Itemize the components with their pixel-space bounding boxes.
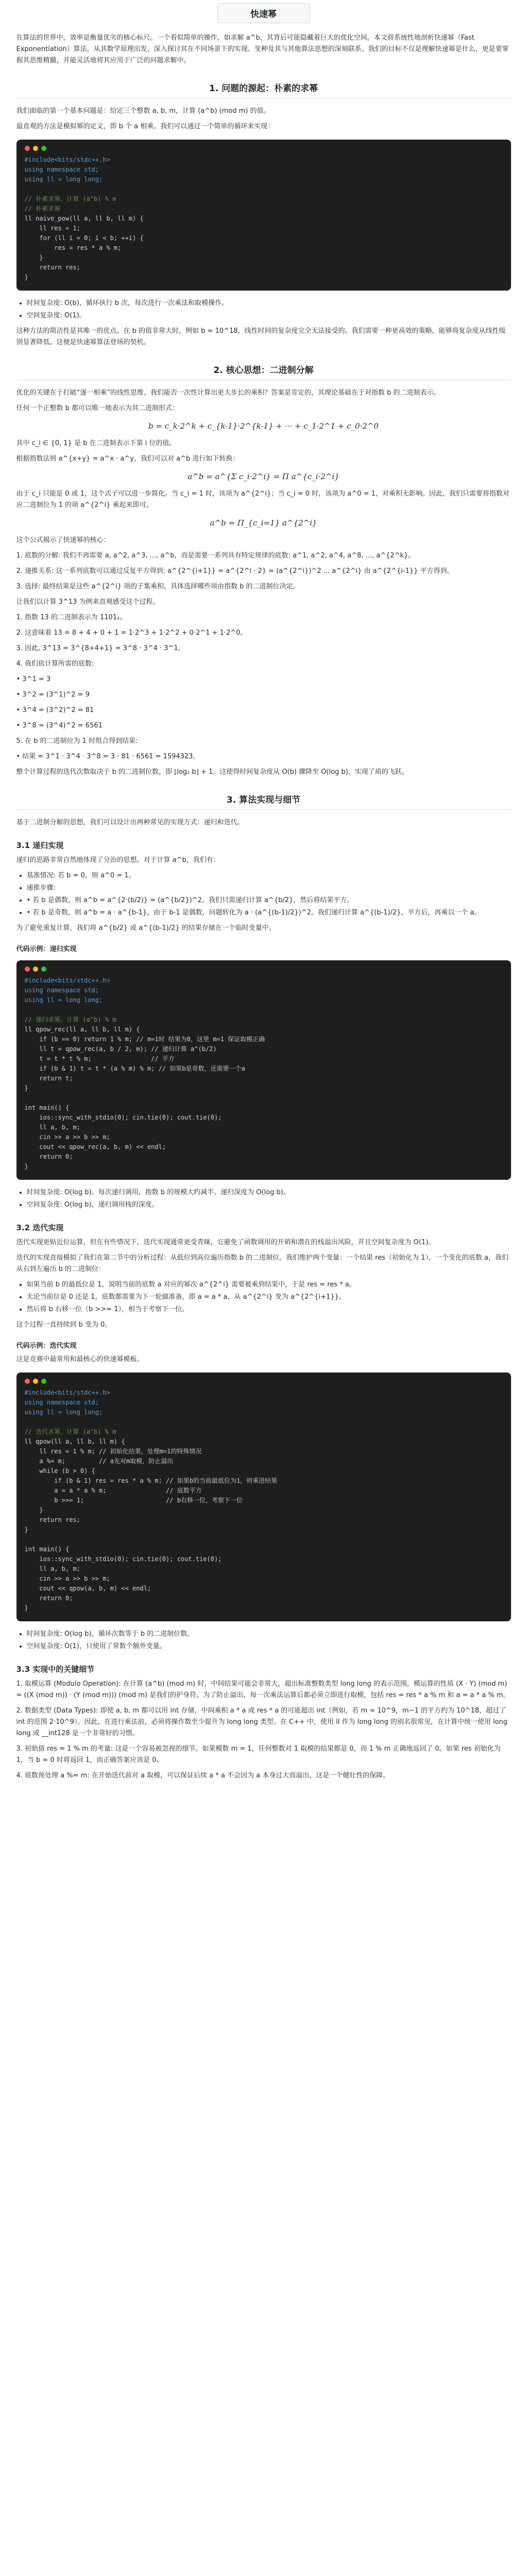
recursive-complexity: • 空间复杂度: O(log b)，递归调用栈的深度。 <box>27 1199 511 1211</box>
code-line: if (b & 1) t = t * (a % m) % m; // 如果b是奇数，还需要一个a <box>24 1065 245 1072</box>
code-line: } <box>24 1604 28 1612</box>
detail-point: 2. 数据类型 (Data Types): 即使 a, b, m 都可以用 int 存储，中间乘积 a * a 或 res * a 的可能超出 int（例如，若 m ≈ 10^9，m−1 的平方约为 10^18，超过了 int 的范围 2·10^9）。因此，在进行乘法前，必须将操作数至少提升为 long long 类型。在 C++ 中，使用 ll 作为 long long 的别名很常见，在计算中统一使用 long long 或 __int128 是一个非常好的习惯。 <box>16 1707 508 1737</box>
subheading-recursive: 3.1 递归实现 <box>16 841 64 850</box>
code-line: return res; <box>24 1516 80 1523</box>
code-line: // 朴素求幂 <box>24 205 61 212</box>
subheading-details: 3.3 实现中的关键细节 <box>16 1665 95 1674</box>
core-point: 3. 选择: 最终结果是这些 a^{2^i} 项的子集乘积，具体选择哪些项由指数 b 的二进制位决定。 <box>16 583 300 590</box>
recursive-bullet: • • 若 b 是奇数，则 a^b = a · a^{b-1}，由于 b-1 是偶数，问题转化为 a · (a^{(b-1)/2})^2。我们递归计算 a^{(b-1)/2}，平方后，再乘以一个 a。 <box>27 907 511 919</box>
recursive-complexity: • 时间复杂度: O(log b)。每次递归调用，指数 b 的规模大约减半。递归深度为 O(log b)。 <box>27 1187 511 1198</box>
code-line: using namespace std; <box>24 166 99 173</box>
example-step: • 3^1 = 3 <box>16 675 51 683</box>
recursive-complexity <box>27 1187 511 1211</box>
code-line: ll qpow(ll a, ll b, ll m) { <box>24 1438 125 1445</box>
section-1-bullets <box>27 298 511 321</box>
minimize-dot-icon <box>33 967 38 972</box>
recursive-bullets <box>27 870 511 919</box>
code-line: if (b & 1) res = res * a % m; // 如果b的当前最低位为1，则乘进结果 <box>24 1477 278 1484</box>
code-line: cin >> a >> b >> m; <box>24 1133 110 1141</box>
iterative-bullet: • 然后将 b 右移一位（b >>= 1），相当于考察下一位。 <box>27 1304 511 1315</box>
code-line: } <box>24 1526 28 1533</box>
recursive-p1: 递归的思路非常自然地体现了分治的思想。对于计算 a^b，我们有： <box>16 856 220 864</box>
code-line: cout << qpow(a, b, m) << endl; <box>24 1585 151 1592</box>
example-steps <box>16 612 511 762</box>
section-2-p1: 优化的关键在于打破“逐一相乘”的线性思维。我们能否一次性计算出更大步长的乘积？答案是肯定的，其理论基础在于对指数 b 的二进制表示。 <box>16 389 440 397</box>
bottom-spacer <box>16 1786 511 1806</box>
iterative-bullet: • 无论当前位是 0 还是 1，底数都需要为下一轮做准备，即 a = a * a，从 a^{2^i} 变为 a^{2^{i+1}}。 <box>27 1292 511 1303</box>
code-line: } <box>24 1163 28 1170</box>
code-line: int main() { <box>24 1546 70 1553</box>
window-dots <box>25 967 503 972</box>
section-1-bullet: • 时间复杂度: O(b)，循环执行 b 次，每次进行一次乘法和取模操作。 <box>27 298 511 309</box>
code-line: ll res = 1; <box>24 225 80 232</box>
detail-points <box>16 1679 511 1782</box>
code-line <box>25 1535 503 1545</box>
code-block-iterative[interactable] <box>16 1372 511 1621</box>
code-line <box>25 184 503 194</box>
subheading-iterative: 3.2 迭代实现 <box>16 1223 64 1232</box>
recursive-p2: 为了避免重复计算，我们将 a^{b/2} 或 a^{(b-1)/2} 的结果存储在一个临时变量中。 <box>16 924 276 932</box>
iterative-complexity: • 空间复杂度: O(1)，只使用了常数个额外变量。 <box>27 1641 511 1652</box>
code-line: a %= m; // a先对m取模，防止溢出 <box>24 1458 174 1465</box>
code-block-recursive[interactable] <box>16 960 511 1180</box>
detail-point: 4. 底数预处理 a %= m: 在开始迭代前对 a 取模，可以保证后续 a * a 不会因为 a 本身过大而溢出，这是一个健壮性的保障。 <box>16 1772 390 1780</box>
code-line <box>25 1093 503 1103</box>
section-1-p2: 最直观的方法是模拟幂的定义，即 b 个 a 相乘。我们可以通过一个简单的循环来实现： <box>16 123 275 130</box>
recursive-bullet: • 基准情况: 若 b = 0，则 a^0 = 1。 <box>27 870 511 882</box>
code-line: return 0; <box>24 1595 73 1602</box>
close-dot-icon <box>25 967 30 972</box>
code-line: b >>= 1; // b右移一位，考察下一位 <box>24 1497 243 1504</box>
code-line: return res; <box>24 264 80 271</box>
example-step: 1. 指数 13 的二进制表示为 1101₂。 <box>16 614 127 621</box>
window-dots <box>25 146 503 151</box>
section-3-intro: 基于二进制分解的思想，我们可以设计出两种常见的实现方式：递归和迭代。 <box>16 819 244 826</box>
section-1-p1: 我们面临的第一个基本问题是：给定三个整数 a, b, m，计算 (a^b) (mod m) 的值。 <box>16 107 270 115</box>
section-2-p6: 这个公式揭示了快速幂的核心： <box>16 536 110 544</box>
article <box>16 0 511 1806</box>
code-line: for (ll i = 0; i < b; ++i) { <box>24 234 144 242</box>
code-line: using namespace std; <box>24 987 99 994</box>
code-label-iterative: 代码示例：迭代实现 <box>16 1342 77 1350</box>
code-block-naive[interactable] <box>16 140 511 291</box>
maximize-dot-icon <box>41 967 46 972</box>
iterative-bullets <box>27 1279 511 1315</box>
page-title: 快速幂 <box>217 3 310 23</box>
code-line: ios::sync_with_stdio(0); cin.tie(0); cout.tie(0); <box>24 1114 222 1121</box>
section-2-heading: 2. 核心思想：二进制分解 <box>16 363 511 380</box>
code-line: ios::sync_with_stdio(0); cin.tie(0); cout.tie(0); <box>24 1555 222 1563</box>
example-step: 5. 在 b 的二进制位为 1 时组合得到结果: <box>16 737 138 745</box>
code-line: t = t * t % m; // 平方 <box>24 1055 175 1062</box>
code-line: cout << qpow_rec(a, b, m) << endl; <box>24 1143 166 1150</box>
formula-product: a^b = a^{Σ c_i·2^i} = Π a^{c_i·2^i} <box>188 472 339 481</box>
core-point: 1. 底数的分解: 我们不再需要 a, a^2, a^3, ..., a^b，而是需要一系列具有特定规律的底数: a^1, a^2, a^4, a^8, ..., a^{2^k}。 <box>16 552 415 560</box>
code-line <box>25 1417 503 1427</box>
formula-selected: a^b = Π_{c_i=1} a^{2^i} <box>210 518 317 528</box>
code-line: // 朴素求幂，计算 (a^b) % m <box>24 195 116 202</box>
recursive-bullet: • • 若 b 是偶数，则 a^b = a^{2·(b/2)} = (a^{b/2})^2。我们只需递归计算 a^{b/2}，然后将结果平方。 <box>27 895 511 906</box>
code-line: a = a * a % m; // 底数平方 <box>24 1487 202 1494</box>
maximize-dot-icon <box>41 146 46 151</box>
code-line: ll a, b, m; <box>24 1124 80 1131</box>
section-1-p3: 这种方法的简洁性是其唯一的优点。在 b 的值非常大时，例如 b ≈ 10^18，线性时间的复杂度完全无法接受的。我们需要一种更高效的策略，能够将复杂度从线性级别显著降低。这便是快速幂算法登场的契机。 <box>16 327 506 346</box>
code-line: return t; <box>24 1075 73 1082</box>
code-line: int main() { <box>24 1104 70 1111</box>
iterative-complexity: • 时间复杂度: O(log b)，循环次数等于 b 的二进制位数。 <box>27 1629 511 1640</box>
code-line: } <box>24 254 43 261</box>
code-line: while (b > 0) { <box>24 1467 95 1475</box>
section-2-p2: 任何一个正整数 b 都可以唯一地表示为其二进制形式： <box>16 404 179 412</box>
code-line: using ll = long long; <box>24 996 103 1004</box>
code-lines <box>25 1388 503 1613</box>
section-1-heading: 1. 问题的源起：朴素的求幂 <box>16 81 511 98</box>
section-2-p3: 其中 c_i ∈ {0, 1} 是 b 在二进制表示下第 i 位的值。 <box>16 439 176 447</box>
code-line: if (b == 0) return 1 % m; // m=1时 结果为0，这里 m=1 保证取模正确 <box>24 1036 265 1043</box>
intro-paragraph: 在算法的世界中，效率是衡量优劣的核心标尺。一个看似简单的操作，如求解 a^b，其背后可能隐藏着巨大的优化空间。本文将系统性地剖析快速幂（Fast Exponentiation）算法，从其数学原理出发，深入探讨其在不同场景下的实现、变种及其与其他算法思想的深刻联系。我们的目标不仅是理解快速幂是什么，更是要掌握其思维精髓，并能灵活地将其应用于广泛的问题求解中。 <box>16 34 509 64</box>
code-line: } <box>24 1084 28 1092</box>
core-point: 2. 递推关系: 这一系列底数可以通过反复平方得到: a^{2^{i+1}} = a^{2^i · 2} = (a^{2^i})^2 ... a^{2^i} 由 a^{2^{i-1}} 平方得到。 <box>16 567 454 575</box>
code-line: } <box>24 1506 43 1514</box>
code-line: ll a, b, m; <box>24 1565 80 1572</box>
section-2-p7: 让我们以计算 3^13 为例来直观感受这个过程。 <box>16 598 160 606</box>
section-2-p5: 由于 c_i 只能是 0 或 1，这个式子可以进一步简化。当 c_i = 1 时，该项为 a^{2^i}；当 c_i = 0 时，该项为 a^0 = 1，对乘积无影响。因此，我们只需要将指数对应二进制位为 1 的项 a^{2^i} 乘起来即可。 <box>16 490 509 509</box>
example-step: • 3^8 = (3^4)^2 = 6561 <box>16 722 103 730</box>
code-line: #include<bits/stdc++.h> <box>24 977 110 984</box>
example-step: • 结果 = 3^1 · 3^4 · 3^8 = 3 · 81 · 6561 = 1594323。 <box>16 753 200 760</box>
section-2-p8: 整个计算过程的迭代次数取决于 b 的二进制位数，即 ⌊log₂ b⌋ + 1。这使得时间复杂度从 O(b) 骤降至 O(log b)，实现了质的飞跃。 <box>16 768 409 776</box>
code-line: ll res = 1 % m; // 初始化结果，处理m=1的特殊情况 <box>24 1448 202 1455</box>
code-lines <box>25 976 503 1172</box>
detail-point: 1. 取模运算 (Modulo Operation): 在计算 (a^b) (mod m) 时，中间结果可能会非常大，超出标准整数类型 long long 的表示范围，模运算的性质 (X · Y) (mod m) = ((X (mod m)) · (Y (mod m))) (mod m) 是我们的护身符。为了防止溢出，每一次乘法运算后都必须立即进行取模，包括 res = res * a % m 和 a = a * a % m。 <box>16 1680 510 1699</box>
example-step: 2. 这意味着 13 = 8 + 4 + 0 + 1 = 1·2^3 + 1·2^2 + 0·2^1 + 1·2^0。 <box>16 629 247 637</box>
code-line <box>25 1005 503 1015</box>
code-line: using namespace std; <box>24 1399 99 1406</box>
iterative-complexity <box>27 1629 511 1652</box>
window-dots <box>25 1379 503 1384</box>
iterative-p1: 迭代实现更贴近位运算，但在有些情况下，迭代实现通常更受青睐，它避免了函数调用的开销和潜在的栈溢出风险，并且空间复杂度为 O(1)。 <box>16 1239 435 1246</box>
example-step: 3. 因此, 3^13 = 3^{8+4+1} = 3^8 · 3^4 · 3^1。 <box>16 645 185 652</box>
code-line: ll t = qpow_rec(a, b / 2, m); // 递归计算 a^(b/2) <box>24 1045 217 1053</box>
recursive-bullet: • 递推步骤: <box>27 883 511 894</box>
detail-point: 3. 初始值 res = 1 % m 的考量: 这是一个容易被忽视的细节。如果模数 m = 1，任何整数对 1 取模的结果都是 0，而 1 % m 正确地返回了 0。如果 res 初始化为 1，当 b = 0 时将返回 1，而正确答案应该是 0。 <box>16 1745 501 1764</box>
code-line: #include<bits/stdc++.h> <box>24 156 110 163</box>
code-line: #include<bits/stdc++.h> <box>24 1389 110 1396</box>
code-line: res = res * a % m; <box>24 244 122 251</box>
close-dot-icon <box>25 1379 30 1384</box>
code-label-recursive: 代码示例：递归实现 <box>16 945 77 953</box>
example-step: 4. 我们依计算所需的底数: <box>16 660 94 668</box>
minimize-dot-icon <box>33 146 38 151</box>
iterative-bullet: • 如果当前 b 的最低位是 1，说明当前的底数 a 对应的幂次 a^{2^i} 需要被乘到结果中，于是 res = res * a。 <box>27 1279 511 1291</box>
example-step: • 3^4 = (3^2)^2 = 81 <box>16 706 94 714</box>
iterative-code-intro: 这是竞赛中最常用和最核心的快速幂模板。 <box>16 1355 144 1363</box>
close-dot-icon <box>25 146 30 151</box>
code-line: using ll = long long; <box>24 176 103 183</box>
code-line: return 0; <box>24 1153 73 1160</box>
formula-binary: b = c_k·2^k + c_{k-1}·2^{k-1} + ··· + c_1·2^1 + c_0·2^0 <box>148 421 379 431</box>
code-line: ll qpow_rec(ll a, ll b, ll m) { <box>24 1026 140 1033</box>
code-line: cin >> a >> b >> m; <box>24 1575 110 1582</box>
code-line: } <box>24 274 28 281</box>
section-3-heading: 3. 算法实现与细节 <box>16 792 511 810</box>
section-1-bullet: • 空间复杂度: O(1)。 <box>27 310 511 321</box>
code-line: ll naive_pow(ll a, ll b, ll m) { <box>24 215 144 222</box>
section-2-p4: 根据指数法则 a^{x+y} = a^x · a^y，我们可以对 a^b 进行如下转换： <box>16 455 240 463</box>
code-line: // 递归求幂，计算 (a^b) % m <box>24 1016 116 1023</box>
iterative-p2: 迭代的实现直接模拟了我们在第二节中的分析过程：从低位到高位遍历指数 b 的二进制位。我们维护两个变量：一个结果 res（初始化为 1），一个变化的底数 a，我们从右到左遍历 b 的二进制位： <box>16 1254 508 1273</box>
maximize-dot-icon <box>41 1379 46 1384</box>
minimize-dot-icon <box>33 1379 38 1384</box>
iterative-p3: 这个过程一直持续到 b 变为 0。 <box>16 1321 112 1329</box>
code-lines <box>25 155 503 282</box>
core-points <box>16 550 511 592</box>
code-line: using ll = long long; <box>24 1409 103 1416</box>
example-step: • 3^2 = (3^1)^2 = 9 <box>16 691 90 699</box>
code-line: // 迭代求幂，计算 (a^b) % m <box>24 1428 116 1435</box>
